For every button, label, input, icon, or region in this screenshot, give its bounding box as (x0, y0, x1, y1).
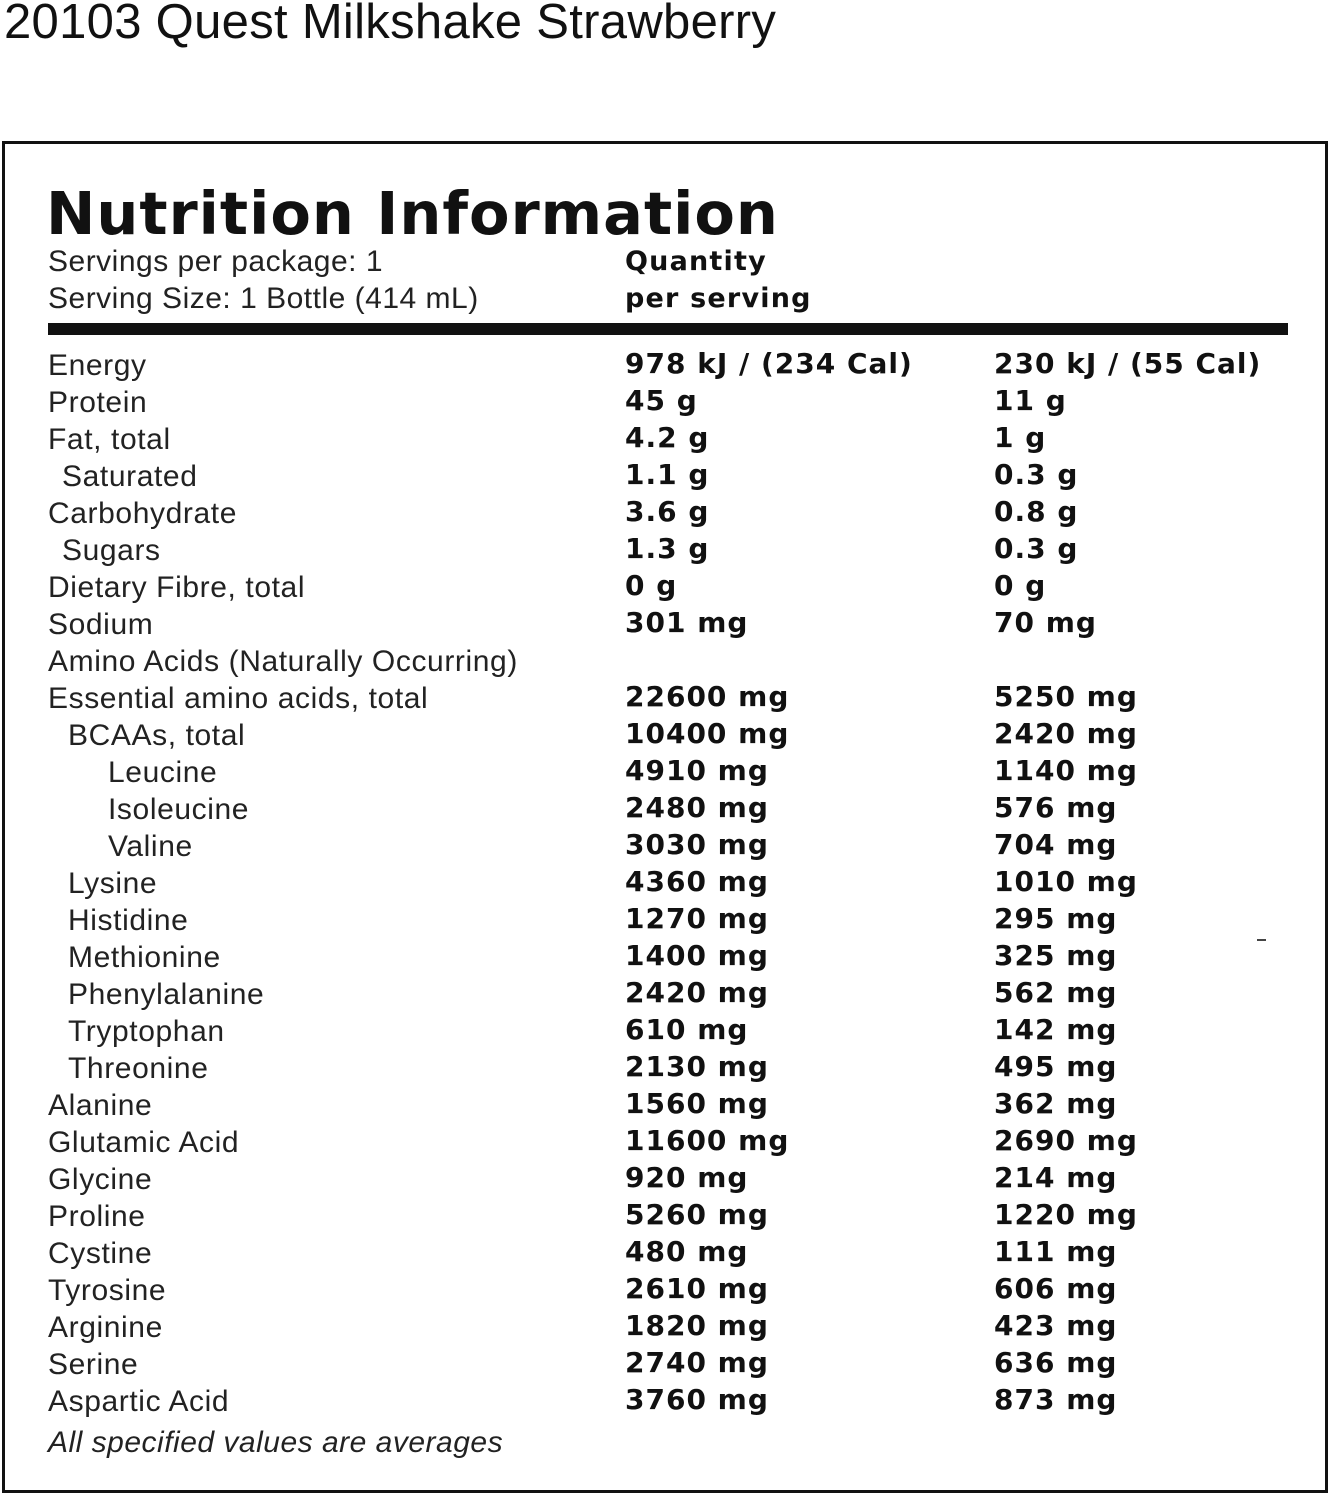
per-serving-value: 5260 mg (625, 1198, 769, 1231)
servings-per-package: Servings per package: 1 (48, 245, 384, 278)
nutrient-row (48, 643, 1288, 680)
nutrient-row (48, 421, 1288, 458)
per-serving-value: 1.3 g (625, 532, 710, 565)
nutrient-name: Arginine (48, 1311, 163, 1344)
nutrient-name: Glutamic Acid (48, 1126, 240, 1159)
nutrient-name: Sodium (48, 608, 154, 641)
per-serving-value: 2130 mg (625, 1050, 769, 1083)
nutrient-name: Proline (48, 1200, 146, 1233)
nutrient-name: Protein (48, 386, 148, 419)
per-100ml-value: 5250 mg (994, 680, 1138, 713)
header-divider (48, 323, 1288, 335)
nutrient-row (48, 680, 1288, 717)
nutrient-row (48, 495, 1288, 532)
per-serving-value: 45 g (625, 384, 698, 417)
nutrient-name: BCAAs, total (68, 719, 246, 752)
quantity-header-line2: per serving (625, 283, 812, 314)
nutrient-name: Amino Acids (Naturally Occurring) (48, 645, 518, 678)
per-100ml-value: 1010 mg (994, 865, 1138, 898)
nutrient-name: Dietary Fibre, total (48, 571, 306, 604)
nutrient-row (48, 939, 1288, 976)
nutrient-name: Carbohydrate (48, 497, 237, 530)
nutrient-row (48, 1235, 1288, 1272)
per-100ml-value: 704 mg (994, 828, 1118, 861)
nutrient-row (48, 347, 1288, 384)
per-100ml-value: 423 mg (994, 1309, 1118, 1342)
per-serving-value: 480 mg (625, 1235, 749, 1268)
per-serving-value: 1560 mg (625, 1087, 769, 1120)
per-100ml-value: 562 mg (994, 976, 1118, 1009)
per-100ml-value: 0.3 g (994, 532, 1079, 565)
nutrient-name: Saturated (62, 460, 198, 493)
per-100ml-value: 142 mg (994, 1013, 1118, 1046)
per-serving-value: 2610 mg (625, 1272, 769, 1305)
per-100ml-value: 1220 mg (994, 1198, 1138, 1231)
per-serving-value: 1270 mg (625, 902, 769, 935)
per-100ml-value: 325 mg (994, 939, 1118, 972)
per-serving-value: 3760 mg (625, 1383, 769, 1416)
nutrition-panel (2, 141, 1328, 1493)
quantity-header-line1: Quantity (625, 246, 767, 277)
per-100ml-value: 362 mg (994, 1087, 1118, 1120)
nutrient-row (48, 865, 1288, 902)
per-100ml-value: 1 g (994, 421, 1047, 454)
per-100ml-value: 295 mg (994, 902, 1118, 935)
nutrient-name: Isoleucine (108, 793, 250, 826)
nutrient-row (48, 1161, 1288, 1198)
per-serving-value: 0 g (625, 569, 678, 602)
per-100ml-value: 111 mg (994, 1235, 1118, 1268)
nutrient-name: Phenylalanine (68, 978, 265, 1011)
per-serving-value: 2480 mg (625, 791, 769, 824)
per-serving-value: 3.6 g (625, 495, 710, 528)
nutrient-row (48, 1383, 1288, 1420)
per-serving-value: 301 mg (625, 606, 749, 639)
per-serving-value: 11600 mg (625, 1124, 790, 1157)
per-100ml-value: 230 kJ / (55 Cal) (994, 347, 1262, 380)
nutrient-name: Alanine (48, 1089, 153, 1122)
per-100ml-value: 2420 mg (994, 717, 1138, 750)
nutrient-name: Sugars (62, 534, 161, 567)
per-100ml-value: 576 mg (994, 791, 1118, 824)
per-100ml-value: 495 mg (994, 1050, 1118, 1083)
nutrient-row (48, 1346, 1288, 1383)
nutrient-name: Cystine (48, 1237, 153, 1270)
nutrient-row (48, 902, 1288, 939)
serving-size: Serving Size: 1 Bottle (414 mL) (48, 282, 479, 315)
nutrient-row (48, 1013, 1288, 1050)
nutrient-name: Leucine (108, 756, 218, 789)
per-100ml-value: 873 mg (994, 1383, 1118, 1416)
nutrient-row (48, 569, 1288, 606)
nutrient-name: Histidine (68, 904, 189, 937)
per-serving-value: 2420 mg (625, 976, 769, 1009)
serving-meta (48, 243, 479, 317)
nutrient-row (48, 1272, 1288, 1309)
per-serving-value: 2740 mg (625, 1346, 769, 1379)
per-100ml-value: 2690 mg (994, 1124, 1138, 1157)
nutrient-name: Tyrosine (48, 1274, 167, 1307)
nutrient-name: Serine (48, 1348, 139, 1381)
per-serving-value: 4360 mg (625, 865, 769, 898)
nutrient-row (48, 606, 1288, 643)
per-serving-value: 10400 mg (625, 717, 790, 750)
per-100ml-value: 606 mg (994, 1272, 1118, 1305)
per-100ml-value: 0 g (994, 569, 1047, 602)
nutrient-row (48, 754, 1288, 791)
nutrient-row (48, 717, 1288, 754)
nutrient-name: Valine (108, 830, 193, 863)
per-serving-value: 610 mg (625, 1013, 749, 1046)
nutrient-row (48, 458, 1288, 495)
footnote: All specified values are averages (48, 1426, 504, 1459)
per-100ml-value: 0.3 g (994, 458, 1079, 491)
nutrient-row (48, 1198, 1288, 1235)
nutrient-row (48, 1087, 1288, 1124)
quantity-column-header (625, 243, 812, 317)
nutrient-row (48, 828, 1288, 865)
per-100ml-value: 0.8 g (994, 495, 1079, 528)
per-serving-value: 3030 mg (625, 828, 769, 861)
per-serving-value: 4.2 g (625, 421, 710, 454)
per-100ml-value: 636 mg (994, 1346, 1118, 1379)
nutrient-name: Energy (48, 349, 147, 382)
per-serving-value: 22600 mg (625, 680, 790, 713)
nutrient-name: Tryptophan (68, 1015, 225, 1048)
nutrient-row (48, 976, 1288, 1013)
per-serving-value: 1.1 g (625, 458, 710, 491)
per-100ml-value: 1140 mg (994, 754, 1138, 787)
per-100ml-value: 70 mg (994, 606, 1097, 639)
nutrient-name: Fat, total (48, 423, 171, 456)
per-serving-value: 4910 mg (625, 754, 769, 787)
per-100ml-value: 214 mg (994, 1161, 1118, 1194)
nutrient-row (48, 1124, 1288, 1161)
nutrient-row (48, 1309, 1288, 1346)
nutrient-row (48, 384, 1288, 421)
nutrient-name: Methionine (68, 941, 221, 974)
nutrient-row (48, 791, 1288, 828)
stray-mark (1257, 939, 1266, 941)
per-serving-value: 1400 mg (625, 939, 769, 972)
per-100ml-value: 11 g (994, 384, 1067, 417)
per-serving-value: 978 kJ / (234 Cal) (625, 347, 913, 380)
document-title: 20103 Quest Milkshake Strawberry (4, 0, 777, 49)
nutrient-name: Lysine (68, 867, 158, 900)
per-serving-value: 920 mg (625, 1161, 749, 1194)
panel-heading: Nutrition Information (46, 179, 779, 248)
nutrient-name: Aspartic Acid (48, 1385, 230, 1418)
nutrient-name: Threonine (68, 1052, 209, 1085)
nutrient-name: Glycine (48, 1163, 153, 1196)
nutrient-name: Essential amino acids, total (48, 682, 429, 715)
nutrient-row (48, 532, 1288, 569)
nutrient-row (48, 1050, 1288, 1087)
per-serving-value: 1820 mg (625, 1309, 769, 1342)
nutrient-table (48, 347, 1288, 1420)
